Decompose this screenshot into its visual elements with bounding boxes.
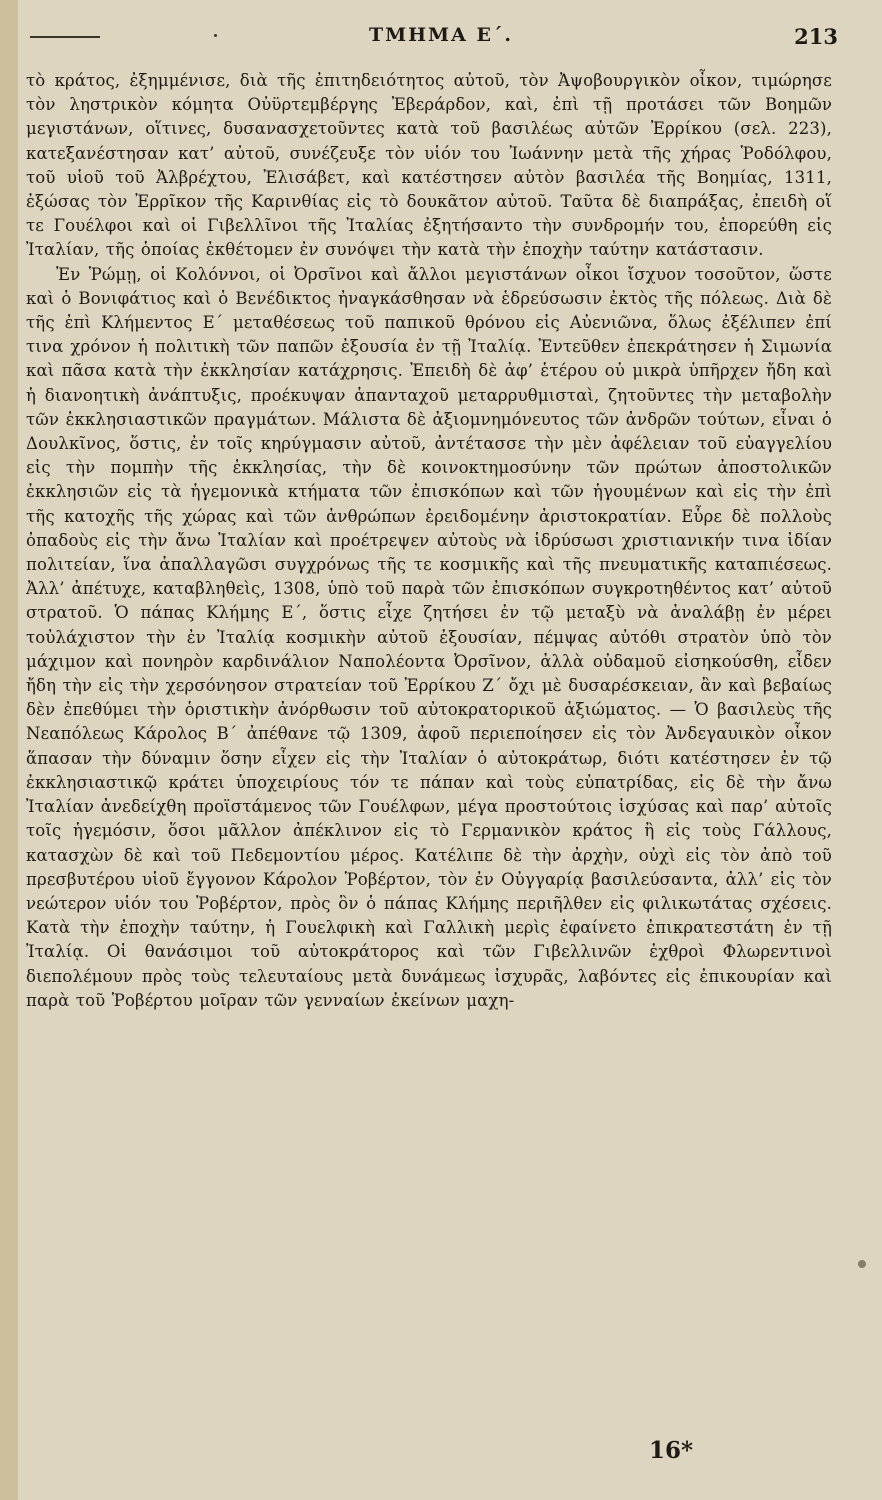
main-text bbox=[26, 69, 832, 1445]
page-number: 213 bbox=[794, 24, 838, 49]
running-head: ΤΜΗΜΑ Ε΄. bbox=[368, 24, 514, 46]
printer-signature: 16* bbox=[649, 1437, 694, 1464]
binding-hole-mark bbox=[858, 1260, 866, 1268]
paragraph-continued: τὸ κράτος, ἐξημμένισε, διὰ τῆς ἐπιτηδειότητος αὐτοῦ, τὸν Ἀψοβουργικὸν οἶκον, τιμώρησε τὸν ληστρικὸν κόμητα Οὐϋρτεμβέργης Ἐβεράρδον, καὶ, ἐπὶ τῇ προτάσει τῶν Βοημῶν μεγιστάνων, οἵτινες, δυσανασχετοῦντες κατὰ τοῦ βασιλέως αὐτῶν Ἐρρίκου (σελ. 223), κατεξανέστησαν κατ’ αὐτοῦ, συνέζευξε τὸν υἱόν του Ἰωάννην μετὰ τῆς χήρας Ῥοδόλφου, τοῦ υἱοῦ τοῦ Ἀλβρέχτου, Ἐλισάβετ, καὶ κατέστησεν αὐτὸν βασιλέα τῆς Βοημίας, 1311, ἐξώσας τὸν Ἐρρῖκον τῆς Καρινθίας εἰς τὸ δουκᾶτον αὐτοῦ. Ταῦτα δὲ διαπράξας, ἐπειδὴ οἵ τε Γουέλφοι καὶ οἱ Γιβελλῖνοι τῆς Ἰταλίας ἐξητήσαντο τὴν συνδρομήν του, ἐπορεύθη εἰς Ἰταλίαν, τῆς ὁποίας ἐκθέτομεν ἐν συνόψει τὴν κατὰ τὴν ἐποχὴν ταύτην κατάστασιν. bbox=[26, 71, 832, 260]
page-gutter bbox=[0, 0, 18, 1500]
page-header bbox=[0, 22, 882, 52]
paragraph-rome: Ἐν Ῥώμῃ, οἱ Κολόννοι, οἱ Ὀρσῖνοι καὶ ἄλλοι μεγιστάνων οἶκοι ἴσχυον τοσοῦτον, ὥστε καὶ ὁ Βονιφάτιος καὶ ὁ Βενέδικτος ἠναγκάσθησαν νὰ ἑδρεύσωσιν ἐκτὸς τῆς πόλεως. Διὰ δὲ τῆς ἐπὶ Κλήμεντος Ε΄ μεταθέσεως τοῦ παπικοῦ θρόνου εἰς Αὐενιῶνα, ὅλως ἐξέλιπεν ἐπί τινα χρόνον ἡ πολιτικὴ τῶν παπῶν ἐξουσία ἐν τῇ Ἰταλίᾳ. Ἐντεῦθεν ἐπεκράτησεν ἡ Σιμωνία καὶ πᾶσα κατὰ τὴν ἐκκλησίαν κατάχρησις. Ἐπειδὴ δὲ ἀφ’ ἑτέρου οὐ μικρὰ ὑπῆρχεν ἤδη καὶ ἡ διανοητικὴ ἀνάπτυξις, προέκυψαν ἁπανταχοῦ μεταρρυθμισταὶ, ζητοῦντες τὴν μεταβολὴν τῶν ἐκκλησιαστικῶν πραγμάτων. Μάλιστα δὲ ἀξιομνημόνευτος τῶν ἀνδρῶν τούτων, εἶναι ὁ Δουλκῖνος, ὅστις, ἐν τοῖς κηρύγμασιν αὐτοῦ, ἀντέτασσε τὴν μὲν ἀφέλειαν τοῦ εὐαγγελίου εἰς τὴν πομπὴν τῆς ἐκκλησίας, τὴν δὲ κοινοκτημοσύνην τῶν πρώτων ἀποστολικῶν ἐκκλησιῶν εἰς τὰ ἡγεμονικὰ κτήματα τῶν ἐπισκόπων καὶ τῶν ἡγουμένων καὶ εἰς τὴν ἐπὶ τῆς κατοχῆς τῆς χώρας καὶ τῶν ἀνθρώπων ἐρειδομένην ἀριστοκρατίαν. Εὗρε δὲ πολλοὺς ὀπαδοὺς εἰς τὴν ἄνω Ἰταλίαν καὶ προέτρεψεν αὐτοὺς νὰ ἱδρύσωσι χριστιανικήν τινα ἰδίαν πολιτείαν, ἵνα ἀπαλλαγῶσι συγχρόνως τῆς τε κοσμικῆς καὶ τῆς πνευματικῆς καταπιέσεως. Ἀλλ’ ἀπέτυχε, καταβληθεὶς, 1308, ὑπὸ τοῦ παρὰ τῶν ἐπισκόπων συγκροτηθέντος κατ’ αὐτοῦ στρατοῦ. Ὁ πάπας Κλήμης Ε΄, ὅστις εἶχε ζητήσει ἐν τῷ μεταξὺ νὰ ἀναλάβῃ ἐν μέρει τοὐλάχιστον τὴν ἐν Ἰταλίᾳ κοσμικὴν αὐτοῦ ἐξουσίαν, πέμψας αὐτόθι στρατὸν ὑπὸ τὸν μάχιμον καὶ πονηρὸν καρδινάλιον Ναπολέοντα Ὀρσῖνον, ἀλλὰ οὐδαμοῦ εἰσηκούσθη, εἶδεν ἤδη τὴν εἰς τὴν χερσόνησον στρατείαν τοῦ Ἐρρίκου Ζ΄ ὄχι μὲ δυσαρέσκειαν, ἂν καὶ βεβαίως δὲν ἐπεθύμει τὴν ὁριστικὴν ἀνόρθωσιν τοῦ αὐτοκρατορικοῦ ἀξιώματος. — Ὁ βασιλεὺς τῆς Νεαπόλεως Κάρολος Β΄ ἀπέθανε τῷ 1309, ἀφοῦ περιεποίησεν εἰς τὸν Ἀνδεγαυικὸν οἶκον ἅπασαν τὴν δύναμιν ὅσην εἶχεν εἰς τὴν Ἰταλίαν ὁ αὐτοκράτωρ, διότι κατέστησεν ἐν τῷ ἐκκλησιαστικῷ κράτει ὑποχειρίους τόν τε πάπαν καὶ τοὺς εὐπατρίδας, εἰς δὲ τὴν ἄνω Ἰταλίαν ἀνεδείχθη προϊστάμενος τῶν Γουέλφων, μέγα προστούτοις ἰσχύσας καὶ παρ’ αὐτοῖς τοῖς ἡγεμόσιν, ὅσοι μᾶλλον ἀπέκλινον εἰς τὸ Γερμανικὸν κράτος ἢ εἰς τοὺς Γάλλους, κατασχὼν δὲ καὶ τοῦ Πεδεμοντίου μέρος. Κατέλιπε δὲ τὴν ἀρχὴν, οὐχὶ εἰς τὸν ἀπὸ τοῦ πρεσβυτέρου υἱοῦ ἔγγονον Κάρολον Ῥοβέρτον, τὸν ἐν Οὐγγαρίᾳ βασιλεύσαντα, ἀλλ’ εἰς τὸν νεώτερον υἱόν του Ῥοβέρτον, πρὸς ὃν ὁ πάπας Κλήμης περιῆλθεν εἰς φιλικωτάτας σχέσεις. Κατὰ τὴν ἐποχὴν ταύτην, ἡ Γουελφικὴ καὶ Γαλλικὴ μερὶς ἐφαίνετο ἐπικρατεστάτη ἐν τῇ Ἰταλίᾳ. Οἱ θανάσιμοι τοῦ αὐτοκράτορος καὶ τῶν Γιβελλινῶν ἐχθροὶ Φλωρεντινοὶ διεπολέμουν πρὸς τοὺς τελευταίους μετὰ δυνάμεως ἰσχυρᾶς, λαβόντες εἰς ἐπικουρίαν καὶ παρὰ τοῦ Ῥοβέρτου μοῖραν τῶν γενναίων ἐκείνων μαχη- bbox=[26, 264, 832, 1010]
